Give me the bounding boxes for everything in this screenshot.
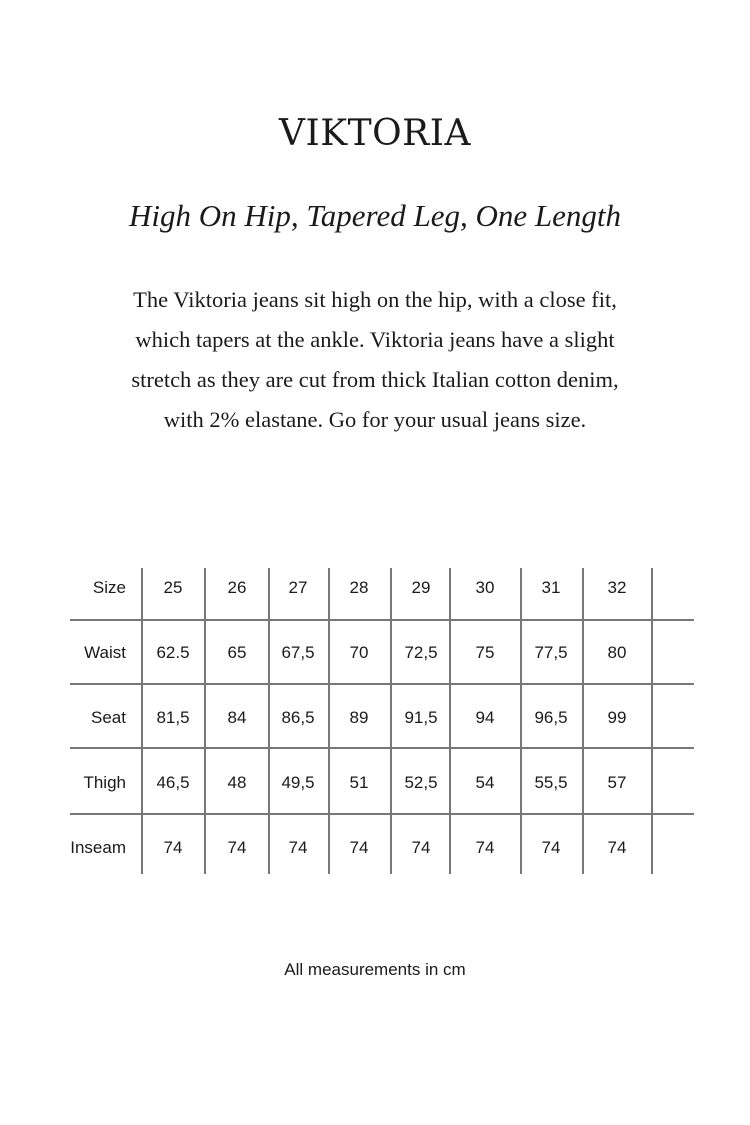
description-line: stretch as they are cut from thick Italian cotton denim, (131, 367, 619, 392)
measurement-row-label: Waist (84, 643, 126, 662)
measurement-cell: 46,5 (156, 773, 190, 792)
measurement-cell: 74 (288, 838, 308, 857)
measurement-cell: 57 (607, 773, 627, 792)
measurement-row-label: Thigh (83, 773, 126, 792)
table-row-divider (70, 813, 694, 815)
description-line: which tapers at the ankle. Viktoria jeans have a slight (135, 327, 615, 352)
description-line: The Viktoria jeans sit high on the hip, with a close fit, (133, 287, 617, 312)
measurement-cell: 91,5 (404, 708, 438, 727)
measurement-cell: 96,5 (534, 708, 568, 727)
size-header-cell: 32 (607, 578, 627, 597)
measurement-cell: 74 (227, 838, 247, 857)
measurement-cell: 81,5 (156, 708, 190, 727)
measurement-cell: 80 (607, 643, 627, 662)
measurement-cell: 74 (411, 838, 431, 857)
measurement-footnote: All measurements in cm (284, 960, 466, 979)
size-header-cell: 29 (411, 578, 431, 597)
measurement-cell: 67,5 (281, 643, 315, 662)
page-title: VIKTORIA (279, 113, 471, 154)
table-row-divider (70, 683, 694, 685)
measurement-cell: 74 (541, 838, 561, 857)
measurement-cell: 62.5 (156, 643, 190, 662)
size-header-cell: 31 (541, 578, 561, 597)
description-line: with 2% elastane. Go for your usual jeans size. (163, 407, 587, 432)
size-header-cell: 25 (163, 578, 183, 597)
measurement-cell: 89 (349, 708, 369, 727)
measurement-cell: 55,5 (534, 773, 568, 792)
table-row-divider (70, 747, 694, 749)
size-header-cell: 28 (349, 578, 369, 597)
size-header-cell: 26 (227, 578, 247, 597)
measurement-cell: 77,5 (534, 643, 568, 662)
measurement-cell: 99 (607, 708, 627, 727)
measurement-cell: 86,5 (281, 708, 315, 727)
measurement-cell: 49,5 (281, 773, 315, 792)
measurement-row-label: Inseam (70, 838, 126, 857)
size-header-cell: 30 (475, 578, 495, 597)
measurement-cell: 94 (475, 708, 495, 727)
measurement-cell: 51 (349, 773, 369, 792)
measurement-cell: 84 (227, 708, 247, 727)
measurement-cell: 74 (475, 838, 495, 857)
measurement-cell: 54 (475, 773, 495, 792)
table-row-divider (70, 619, 694, 621)
size-header-cell: 27 (288, 578, 308, 597)
measurement-cell: 74 (349, 838, 369, 857)
measurement-cell: 52,5 (404, 773, 438, 792)
measurement-cell: 74 (607, 838, 627, 857)
measurement-cell: 72,5 (404, 643, 438, 662)
page-subtitle: High On Hip, Tapered Leg, One Length (129, 198, 621, 233)
measurement-cell: 65 (227, 643, 247, 662)
measurement-cell: 48 (227, 773, 247, 792)
measurement-cell: 75 (475, 643, 495, 662)
measurement-row-label: Seat (91, 708, 126, 727)
measurement-cell: 70 (349, 643, 369, 662)
measurement-cell: 74 (163, 838, 183, 857)
size-header-label: Size (92, 578, 126, 597)
